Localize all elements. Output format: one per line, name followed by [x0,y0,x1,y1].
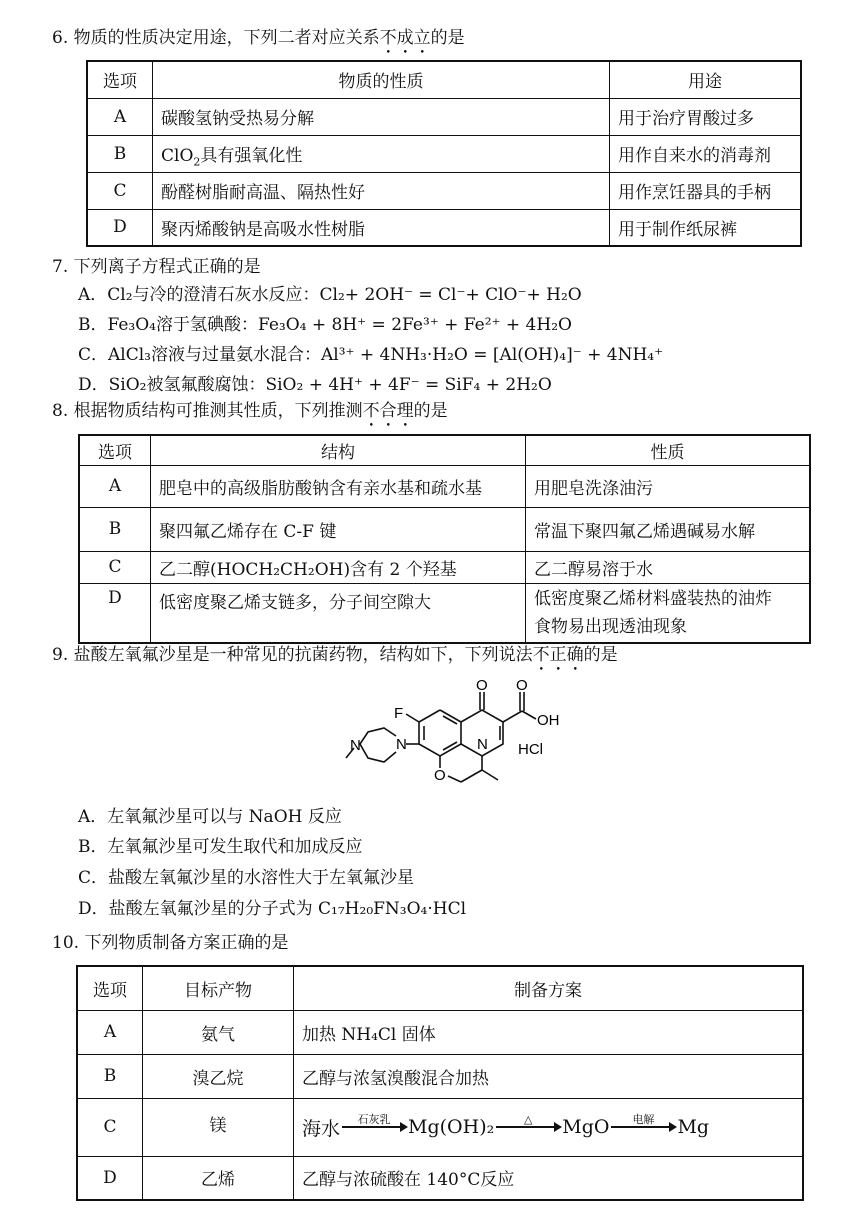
header-option: 选项 [87,61,153,98]
question-9-stem: 9. 盐酸左氧氟沙星是一种常见的抗菌药物，结构如下，下列说法不正确的是 [52,645,618,665]
option-c: C．盐酸左氧氟沙星的水溶性大于左氧氟沙星 [78,868,415,888]
question-7-stem: 7. 下列离子方程式正确的是 [52,257,261,277]
option-d: D．盐酸左氧氟沙星的分子式为 C₁₇H₂₀FN₃O₄·HCl [78,899,467,919]
table-row: D 聚丙烯酸钠是高吸水性树脂 用于制作纸尿裤 [87,209,801,246]
header-structure: 结构 [151,435,526,465]
table-row: B 溴乙烷 乙醇与浓氢溴酸混合加热 [77,1054,803,1098]
question-10-stem: 10. 下列物质制备方案正确的是 [52,933,289,953]
question-10-table [76,965,804,1201]
emphasis-text: 不正确 [532,645,584,665]
header-property: 性质 [526,435,811,465]
header-plan: 制备方案 [294,966,804,1010]
option-a: A．左氧氟沙星可以与 NaOH 反应 [78,807,342,827]
option-a: A．Cl₂与冷的澄清石灰水反应：Cl₂+ 2OH⁻ = Cl⁻+ ClO⁻+ H₂O [78,285,582,305]
hydroxyl-label: OH [537,712,560,729]
question-6-stem: 6. 物质的性质决定用途，下列二者对应关系不成立的是 [52,28,465,48]
question-6-table [86,60,802,247]
header-option: 选项 [79,435,151,465]
table-row: C 镁 海水 石灰乳 Mg(OH)₂ △ MgO 电解 Mg [77,1098,803,1156]
emphasis-text: 不合理 [362,401,414,421]
table-row: A 碳酸氢钠受热易分解 用于治疗胃酸过多 [87,98,801,135]
nitrogen-label: N [396,736,407,753]
table-row: C 乙二醇(HOCH₂CH₂OH)含有 2 个羟基 乙二醇易溶于水 [79,551,810,583]
fluorine-label: F [394,705,404,722]
option-c: C．AlCl₃溶液与过量氨水混合：Al³⁺ + 4NH₃·H₂O = [Al(OH)₄]⁻ + 4NH₄⁺ [78,345,664,365]
option-b: B．Fe₃O₄溶于氢碘酸：Fe₃O₄ + 8H⁺ = 2Fe³⁺ + Fe²⁺ + 4H₂O [78,315,572,335]
header-target: 目标产物 [143,966,294,1010]
question-8-stem: 8. 根据物质结构可推测其性质，下列推测不合理的是 [52,401,448,421]
nitrogen-label: N [350,737,361,754]
table-row: A 肥皂中的高级脂肪酸钠含有亲水基和疏水基 用肥皂洗涤油污 [79,465,810,507]
question-8-table [78,434,811,644]
ketone-oxygen-label: O [476,678,488,694]
emphasis-text: 不成立 [379,28,431,48]
header-option: 选项 [77,966,143,1010]
table-row: D 乙烯 乙醇与浓硫酸在 140°C反应 [77,1156,803,1200]
levofloxacin-structure [340,678,580,790]
ether-oxygen-label: O [434,767,446,784]
table-row: B 聚四氟乙烯存在 C-F 键 常温下聚四氟乙烯遇碱易水解 [79,507,810,551]
hcl-label: HCl [518,741,543,758]
table-row: D 低密度聚乙烯支链多，分子间空隙大 低密度聚乙烯材料盛装热的油炸 食物易出现透油现象 [79,583,810,643]
option-b: B．左氧氟沙星可发生取代和加成反应 [78,837,363,857]
reaction-scheme: 海水 石灰乳 Mg(OH)₂ △ MgO 电解 Mg [294,1098,804,1156]
header-property: 物质的性质 [153,61,610,98]
header-use: 用途 [610,61,802,98]
option-d: D．SiO₂被氢氟酸腐蚀：SiO₂ + 4H⁺ + 4F⁻ = SiF₄ + 2H₂O [78,375,552,395]
table-row: C 酚醛树脂耐高温、隔热性好 用作烹饪器具的手柄 [87,172,801,209]
nitrogen-label: N [477,736,488,753]
acid-oxygen-label: O [516,678,528,694]
table-row: B ClO$_2$具有强氧化性 用作自来水的消毒剂 [87,135,801,172]
table-row: A 氨气 加热 NH₄Cl 固体 [77,1010,803,1054]
